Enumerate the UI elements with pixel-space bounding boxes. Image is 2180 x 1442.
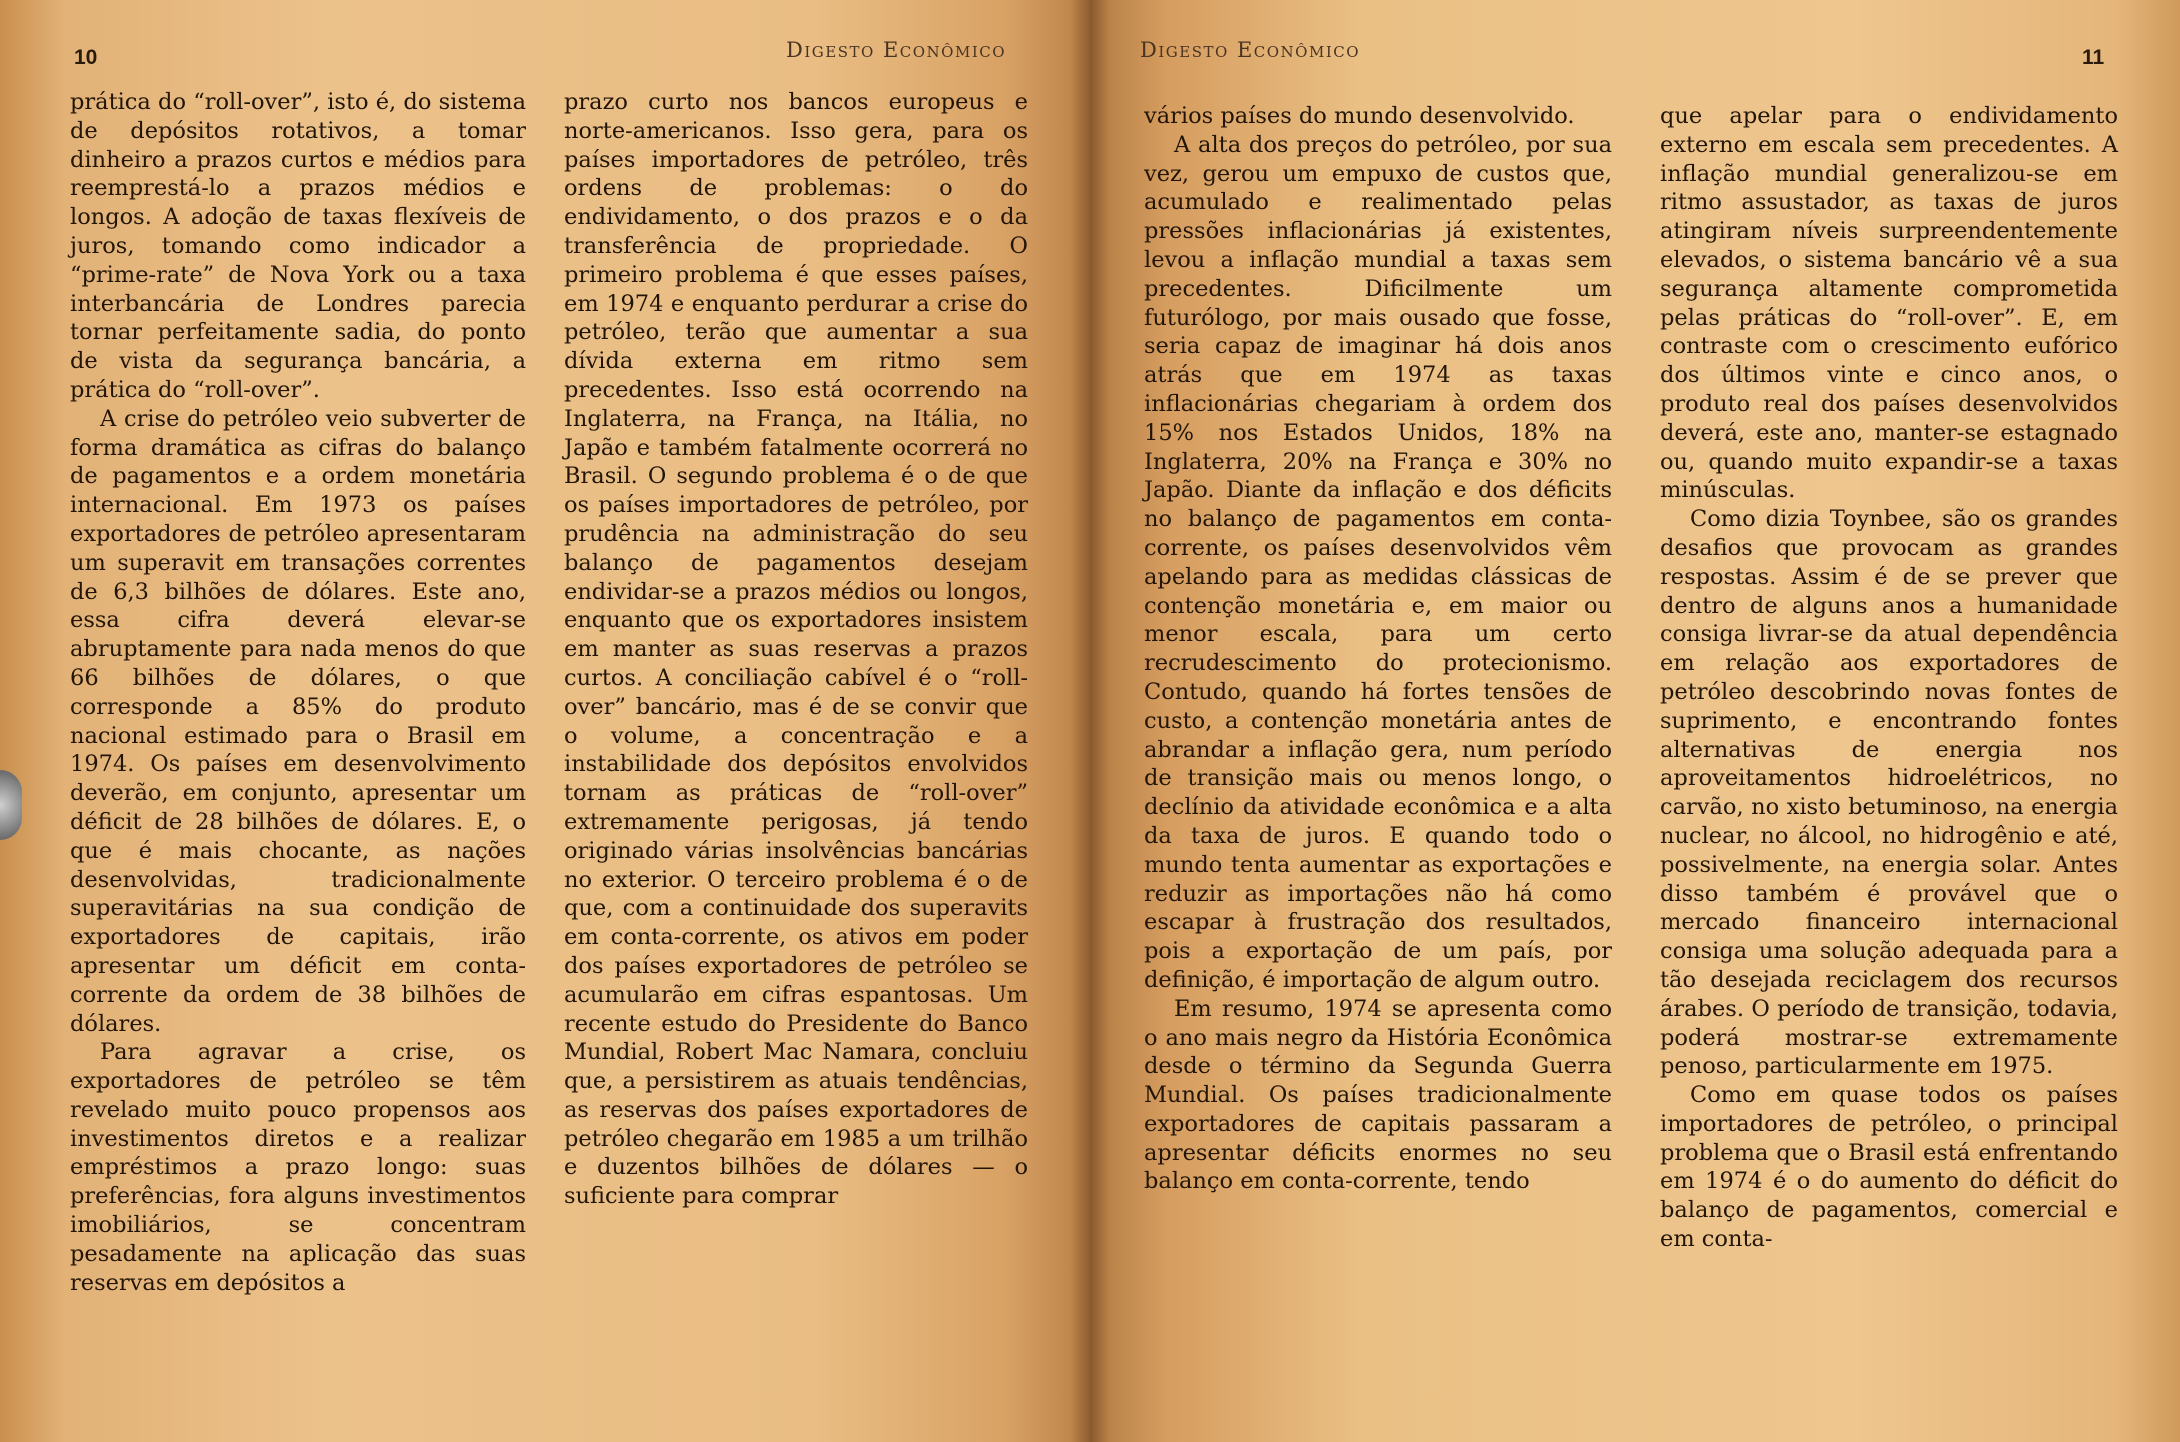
paragraph: Como em quase todos os países importadores de petróleo, o principal problema que o Brasil está enfrentando em 1974 é o do aumento do déficit do balanço de pagamentos, comercial e em conta- (1660, 1082, 2118, 1253)
book-gutter (1070, 0, 1110, 1442)
paragraph: A alta dos preços do petróleo, por sua vez, gerou um empuxo de custos que, acumulado e realimentado pelas pressões inflacionárias já existentes, levou a inflação mundial a taxas sem precedentes. Dificilmente um futurólogo, por mais ousado que fosse, seria capaz de imaginar há dois anos atrás que em 1974 as taxas inflacionárias chegariam à ordem dos 15% nos Estados Unidos, 18% na Inglaterra, 20% na França e 30% no Japão. Diante da inflação e dos déficits no balanço de pagamentos em conta-corrente, os países desenvolvidos vêm apelando para as medidas clássicas de contenção monetária e, em maior ou menor escala, para um certo recrudescimento do protecionismo. Contudo, quando há fortes tensões de custo, a contenção monetária antes de abrandar a inflação gera, num período de transição mais ou menos longo, o declínio da atividade econômica e a alta da taxa de juros. E quando todo o mundo tenta aumentar as exportações e reduzir as importações não há como escapar à frustração dos resultados, pois a exportação de um país, por definição, é importação de algum outro. (1144, 131, 1612, 993)
running-head-left: Digesto Econômico (786, 38, 1007, 62)
page-number-right: 11 (2082, 46, 2105, 69)
paragraph: Para agravar a crise, os exportadores de petróleo se têm revelado muito pouco propensos aos investimentos diretos e a realizar empréstimos a prazo longo: suas preferências, fora alguns investimentos imobiliários, se concentram pesadamente na aplicação das suas reservas em depósitos a (70, 1039, 526, 1296)
paragraph: que apelar para o endividamento externo em escala sem precedentes. A inflação mundial generalizou-se em ritmo assustador, as taxas de juros atingiram níveis surpreendentemente elevados, o sistema bancário vê a sua segurança altamente comprometida pelas práticas do “roll-over”. E, em contraste com o crescimento eufórico dos últimos vinte e cinco anos, o produto real dos países desenvolvidos deverá, este ano, manter-se estagnado ou, quando muito expandir-se a taxas minúsculas. (1660, 103, 2118, 504)
right-page-column-2 (1660, 102, 2118, 1254)
page-number-left: 10 (74, 46, 98, 69)
left-page-column-2 (564, 88, 1028, 1211)
running-head-right: Digesto Econômico (1140, 38, 1361, 62)
paragraph: prática do “roll-over”, isto é, do sistema de depósitos rotativos, a tomar dinheiro a prazos curtos e médios para reemprestá-lo a prazos médios e longos. A adoção de taxas flexíveis de juros, tomando como indicador a “prime-rate” de Nova York ou a taxa interbancária de Londres parecia tornar perfeitamente sadia, do ponto de vista da segurança bancária, a prática do “roll-over”. (70, 89, 526, 403)
paragraph: Como dizia Toynbee, são os grandes desafios que provocam as grandes respostas. Assim é de se prever que dentro de alguns anos a humanidade consiga livrar-se da atual dependência em relação aos exportadores de petróleo descobrindo novas fontes de suprimento, e encontrando fontes alternativas de energia nos aproveitamentos hidroelétricos, no carvão, no xisto betuminoso, na energia nuclear, no álcool, no hidrogênio e até, possivelmente, na energia solar. Antes disso também é provável que o mercado financeiro internacional consiga uma solução adequada para a tão desejada reciclagem dos recursos árabes. O período de transição, todavia, poderá mostrar-se extremamente penoso, particularmente em 1975. (1660, 506, 2118, 1080)
binder-clip (0, 770, 22, 840)
paragraph: Em resumo, 1974 se apresenta como o ano mais negro da História Econômica desde o término da Segunda Guerra Mundial. Os países tradicionalmente exportadores de capitais passaram a apresentar déficits enormes no seu balanço em conta-corrente, tendo (1144, 995, 1612, 1195)
left-page-column-1 (70, 88, 526, 1297)
right-page (1090, 0, 2180, 1442)
right-page-column-1 (1144, 102, 1612, 1196)
paragraph: vários países do mundo desenvolvido. (1144, 103, 1575, 129)
paragraph: prazo curto nos bancos europeus e norte-americanos. Isso gera, para os países importadores de petróleo, três ordens de problemas: o do endividamento, o dos prazos e o da transferência de propriedade. O primeiro problema é que esses países, em 1974 e enquanto perdurar a crise do petróleo, terão que aumentar a sua dívida externa em ritmo sem precedentes. Isso está ocorrendo na Inglaterra, na França, na Itália, no Japão e também fatalmente ocorrerá no Brasil. O segundo problema é o de que os países importadores de petróleo, por prudência na administração do seu balanço de pagamentos desejam endividar-se a prazos médios ou longos, enquanto que os exportadores insistem em manter as suas reservas a prazos curtos. A conciliação cabível é o “roll-over” bancário, mas é de se convir que o volume, a concentração e a instabilidade dos depósitos envolvidos tornam as práticas de “roll-over” extremamente perigosas, já tendo originado várias insolvências bancárias no exterior. O terceiro problema é o de que, com a continuidade dos superavits em conta-corrente, os ativos em poder dos países exportadores de petróleo se acumularão em cifras espantosas. Um recente estudo do Presidente do Banco Mundial, Robert Mac Namara, concluiu que, a persistirem as atuais tendências, as reservas dos países exportadores de petróleo chegarão em 1985 a um trilhão e duzentos bilhões de dólares — o suficiente para comprar (564, 89, 1028, 1210)
paragraph: A crise do petróleo veio subverter de forma dramática as cifras do balanço de pagamentos e a ordem monetária internacional. Em 1973 os países exportadores de petróleo apresentaram um superavit em transações correntes de 6,3 bilhões de dólares. Este ano, essa cifra deverá elevar-se abruptamente para nada menos do que 66 bilhões de dólares, o que corresponde a 85% do produto nacional estimado para o Brasil em 1974. Os países em desenvolvimento deverão, em conjunto, apresentar um déficit de 28 bilhões de dólares. E, o que é mais chocante, as nações desenvolvidas, tradicionalmente superavitárias na sua condição de exportadores de capitais, irão apresentar um déficit em conta-corrente da ordem de 38 bilhões de dólares. (70, 405, 526, 1037)
